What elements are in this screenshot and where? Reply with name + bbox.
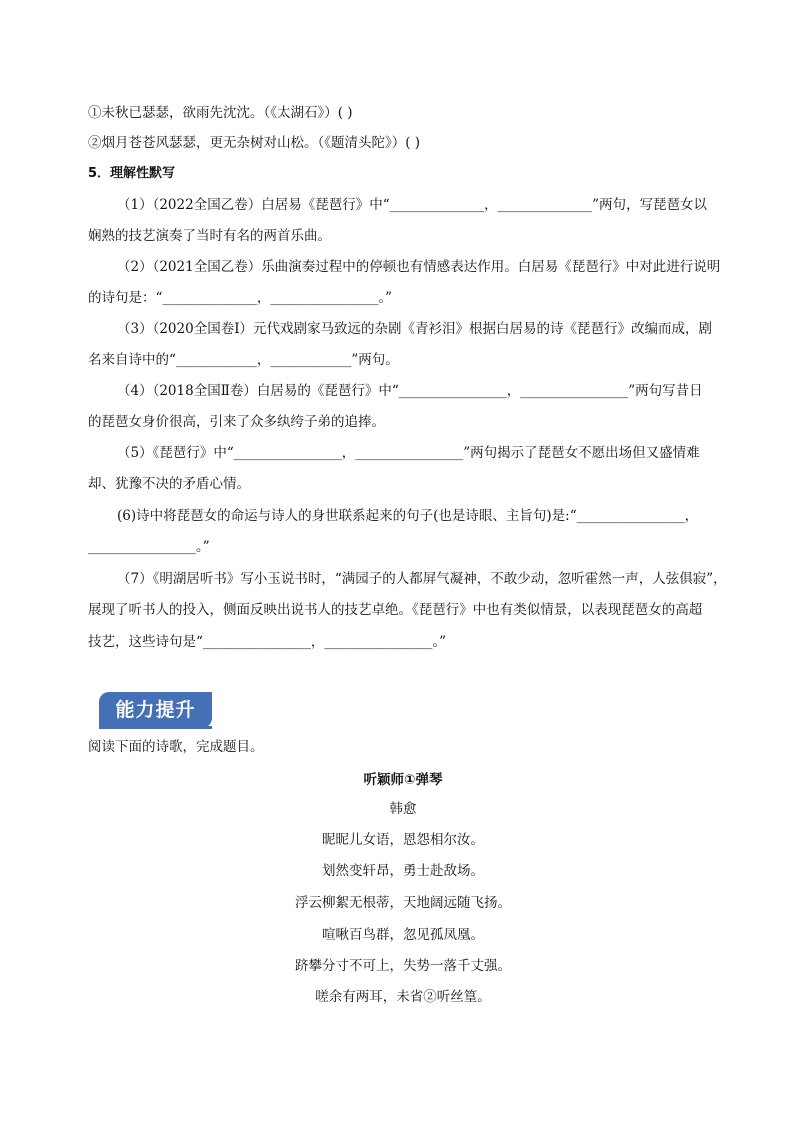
poem-author: 韩愈 — [389, 801, 417, 817]
poem-line: 嗟余有两耳，未省②听丝篁。 — [315, 989, 491, 1005]
question-7-line-1: （7）《明湖居听书》写小玉说书时，“满园子的人都屏气凝神，不敢少动，忽听霍然一声，人弦俱寂”， — [117, 571, 727, 587]
question-1-line-1: （1）（2022全国乙卷）白居易《琵琶行》中“______________，______________”两句，写琵琶女以 — [117, 197, 707, 213]
reading-instruction: 阅读下面的诗歌，完成题目。 — [88, 739, 264, 755]
poem-title: 听颖师①弹琴 — [363, 772, 443, 788]
question-6-line-1: (6)诗中将琵琶女的命运与诗人的身世联系起来的句子(也是诗眼、主旨句)是:“________________， — [117, 508, 699, 524]
item-2-line: ②烟月苍苍风瑟瑟，更无杂树对山松。（《题清头陀》）( ) — [88, 135, 421, 151]
section-5-heading: 5．理解性默写 — [88, 166, 176, 181]
question-3-line-1: （3）（2020全国卷Ⅰ）元代戏剧家马致远的杂剧《青衫泪》根据白居易的诗《琵琶行》改编而成，剧 — [117, 321, 713, 337]
question-2-line-2: 的诗句是：“______________，________________。” — [88, 290, 393, 306]
banner-underline — [99, 726, 212, 729]
ability-section-banner: 能力提升 — [99, 692, 212, 728]
poem-line: 跻攀分寸不可上，失势一落千丈强。 — [295, 958, 511, 974]
question-1-line-2: 娴熟的技艺演奏了当时有名的两首乐曲。 — [88, 228, 331, 244]
item-1-line: ①未秋已瑟瑟，欲雨先沈沈。（《太湖石》）( ) — [88, 105, 353, 121]
question-7-line-3: 技艺，这些诗句是“________________，________________。” — [88, 634, 447, 650]
question-7-line-2: 展现了听书人的投入，侧面反映出说书人的技艺卓绝。《琵琶行》中也有类似情景，以表现琵琶女的高超 — [88, 602, 703, 618]
poem-line: 浮云柳絮无根蒂，天地阔远随飞扬。 — [295, 895, 511, 911]
question-6-line-2: ________________。” — [88, 539, 210, 555]
question-5-line-1: （5）《琵琶行》中“________________，________________”两句揭示了琵琶女不愿出场但又盛情难 — [117, 445, 700, 461]
poem-line: 昵昵儿女语，恩怨相尔汝。 — [322, 832, 484, 848]
poem-line: 喧啾百鸟群，忽见孤凤凰。 — [322, 927, 484, 943]
question-4-line-2: 的琵琶女身价很高，引来了众多纨绔子弟的追捧。 — [88, 414, 385, 430]
question-2-line-1: （2）（2021全国乙卷）乐曲演奏过程中的停顿也有情感表达作用。白居易《琵琶行》中对此进行说明 — [117, 259, 721, 275]
question-5-line-2: 却、犹豫不决的矛盾心情。 — [88, 476, 250, 492]
question-4-line-1: （4）（2018全国Ⅱ卷）白居易的《琵琶行》中“________________，________________”两句写昔日 — [117, 383, 703, 399]
poem-line: 划然变轩昂，勇士赴敌场。 — [322, 863, 484, 879]
question-3-line-2: 名来自诗中的“____________，____________”两句。 — [88, 352, 399, 368]
